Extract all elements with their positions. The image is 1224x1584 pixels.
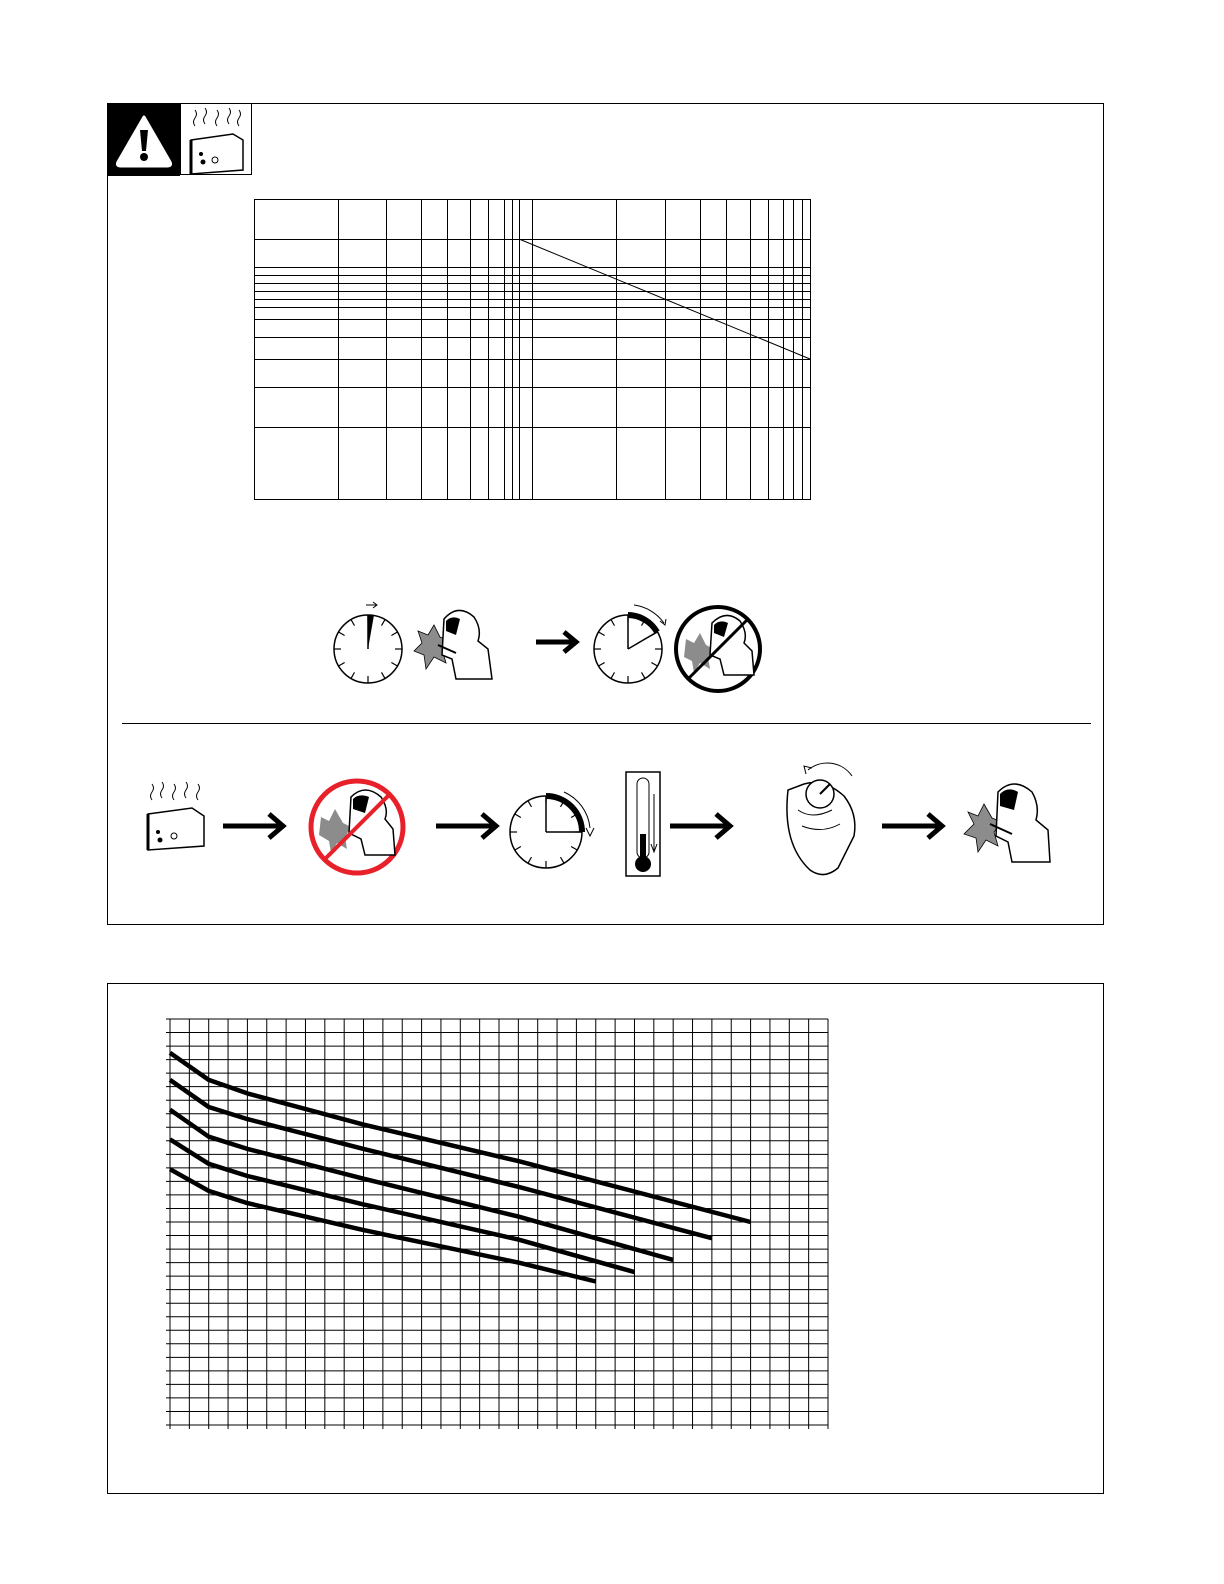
right-arrow-icon [882, 814, 942, 838]
section-divider [122, 723, 1091, 724]
hot-machine-icon [181, 104, 251, 174]
timer-icon [594, 605, 666, 683]
right-arrow-icon [223, 814, 283, 838]
thermometer-icon [626, 772, 660, 876]
timer-icon [510, 792, 594, 868]
duty-cycle-section [107, 103, 1104, 925]
duty-cycle-table [254, 199, 814, 501]
chart-grid [166, 1019, 828, 1429]
duty-cycle-sequence [328, 594, 778, 694]
right-arrow-icon [670, 814, 730, 838]
volt-amp-curves-section [107, 983, 1104, 1494]
overheat-sequence [128, 744, 1068, 884]
hot-machine-icon-box [180, 104, 252, 175]
welder-icon [414, 610, 492, 679]
knob-turn-icon [787, 763, 855, 875]
warning-header [108, 104, 180, 176]
no-welding-icon [676, 607, 760, 691]
hot-machine-icon [148, 782, 204, 850]
welder-icon [964, 784, 1050, 862]
volt-amp-chart [108, 984, 1103, 1493]
right-arrow-icon [536, 632, 576, 652]
right-arrow-icon [436, 814, 496, 838]
timer-icon [334, 602, 402, 683]
no-welding-icon [311, 781, 403, 873]
warning-triangle-icon [108, 104, 180, 176]
